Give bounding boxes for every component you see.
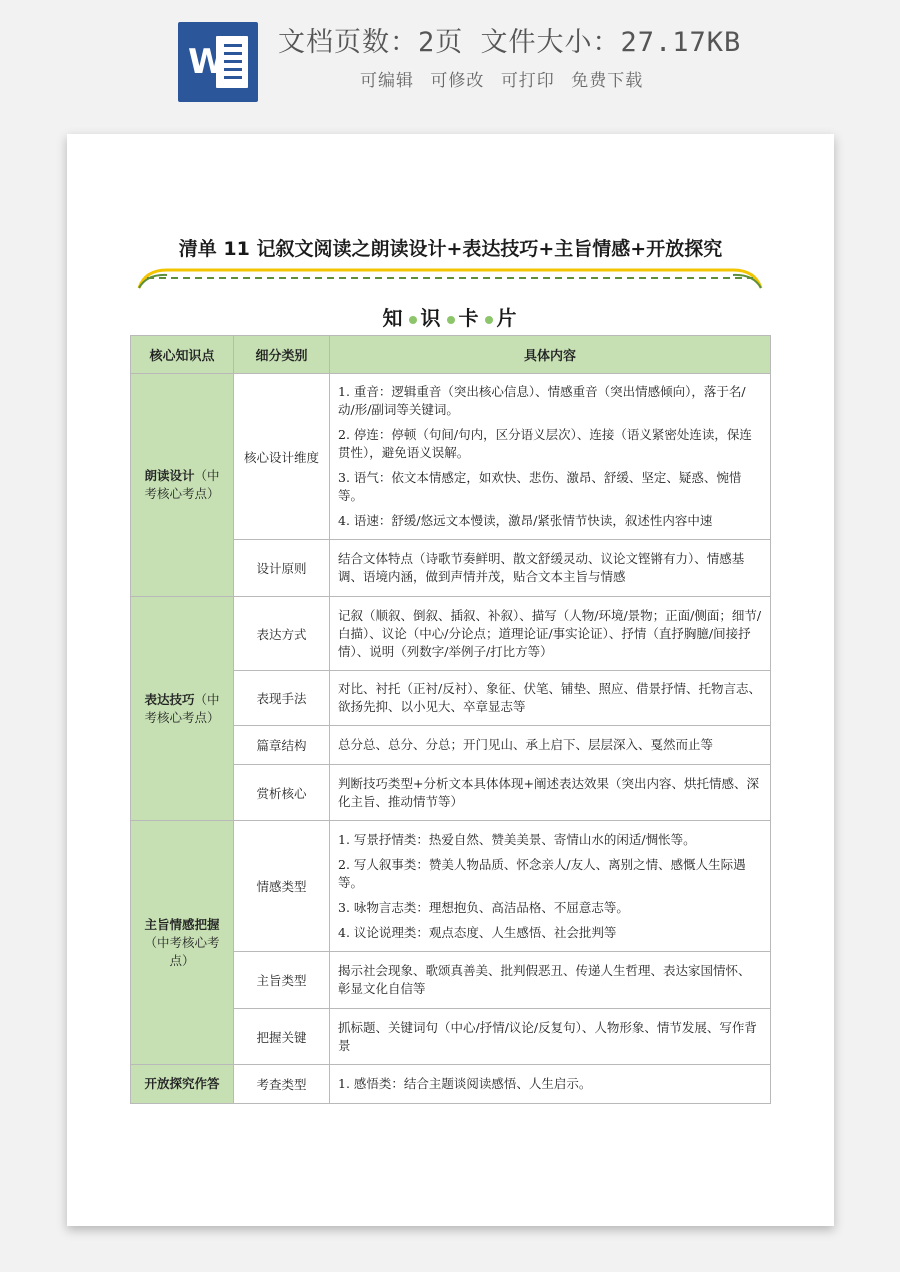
category-cell	[131, 374, 234, 597]
content-cell	[330, 597, 771, 671]
modifiable-label: 可修改	[430, 71, 485, 91]
content-cell	[330, 671, 771, 726]
subcategory-cell: 篇章结构	[234, 726, 330, 765]
content-cell	[330, 765, 771, 821]
category-cell	[131, 821, 234, 1065]
content-cell	[330, 821, 771, 952]
table-row	[131, 374, 771, 540]
content-item: 判断技巧类型+分析文本具体体现+阐述表达效果（突出内容、烘托情感、深化主旨、推动情节等）	[338, 775, 759, 809]
table-row	[131, 597, 771, 671]
content-item: 1. 写景抒情类：热爱自然、赞美美景、寄情山水的闲适/惆怅等。	[338, 831, 696, 847]
subcategory-cell: 赏析核心	[234, 765, 330, 821]
category-note: （中考核心考点）	[144, 468, 220, 501]
document-title: 清单 11 记叙文阅读之朗读设计+表达技巧+主旨情感+开放探究	[178, 238, 723, 260]
content-item: 3. 语气：依文本情感定，如欢快、悲伤、激昂、舒缓、坚定、疑惑、惋惜等。	[338, 470, 742, 503]
col-header-core: 核心知识点	[131, 336, 234, 374]
content-item: 2. 写人叙事类：赞美人物品质、怀念亲人/友人、离别之情、感慨人生际遇等。	[338, 856, 746, 890]
subcategory-cell: 考查类型	[234, 1065, 330, 1104]
content-cell	[330, 1065, 771, 1104]
title-dot	[409, 316, 417, 324]
file-info-title: 文档页数：2页 文件大小：27.17KB	[278, 27, 742, 58]
content-cell	[330, 952, 771, 1009]
content-item: 结合文体特点（诗歌节奏鲜明、散文舒缓灵动、议论文铿锵有力）、情感基调、语境内涵，做到声情并茂，贴合文本主旨与情感	[338, 551, 745, 584]
category-name: 表达技巧	[144, 691, 195, 707]
card-title-char: 识	[420, 306, 443, 330]
free-download-label[interactable]: 免费下载	[571, 71, 644, 91]
content-item: 4. 语速：舒缓/悠远文本慢读，激昂/紧张情节快读，叙述性内容中速	[338, 513, 713, 528]
content-item: 总分总、总分、分总；开门见山、承上启下、层层深入、戛然而止等	[338, 737, 714, 752]
table-row	[131, 821, 771, 952]
table-header-row	[131, 336, 771, 374]
content-item: 4. 议论说理类：观点态度、人生感悟、社会批判等	[338, 924, 617, 940]
subcategory-cell: 情感类型	[234, 821, 330, 952]
content-item: 抓标题、关键词句（中心/抒情/议论/反复句）、人物形象、情节发展、写作背景	[338, 1019, 757, 1053]
col-header-content: 具体内容	[330, 336, 771, 374]
content-item: 2. 停连：停顿（句间/句内，区分语义层次）、连接（语义紧密处连读，保连贯性），避免语义误解。	[338, 427, 752, 460]
download-header	[0, 0, 900, 120]
subcategory-cell: 表现手法	[234, 671, 330, 726]
content-item: 1. 重音：逻辑重音（突出核心信息）、情感重音（突出情感倾向），落于名/动/形/副词等关键词。	[338, 384, 746, 417]
editable-label: 可编辑	[360, 71, 414, 91]
content-cell	[330, 540, 771, 597]
title-dot	[447, 316, 455, 324]
title-underline-decoration	[137, 264, 763, 290]
category-note: （中考核心考点）	[144, 934, 220, 968]
file-actions	[360, 66, 653, 91]
content-item: 1. 感悟类：结合主题谈阅读感悟、人生启示。	[338, 1076, 592, 1091]
subcategory-cell: 核心设计维度	[234, 374, 330, 540]
category-name: 朗读设计	[144, 468, 195, 483]
card-title-char: 知	[382, 306, 405, 330]
printable-label: 可打印	[500, 71, 555, 91]
knowledge-table	[130, 335, 771, 1104]
category-cell	[131, 1065, 234, 1104]
subcategory-cell: 把握关键	[234, 1009, 330, 1065]
content-item: 记叙（顺叙、倒叙、插叙、补叙）、描写（人物/环境/景物；正面/侧面；细节/白描）、议论（中心/分论点；道理论证/事实论证）、抒情（直抒胸臆/间接抒情）、说明（列数字/举例子/打比方等）	[338, 607, 762, 659]
knowledge-card-title	[67, 302, 834, 331]
document-page	[67, 134, 834, 1226]
category-name: 开放探究作答	[144, 1076, 220, 1091]
card-title-char: 片	[496, 306, 519, 330]
content-item: 对比、衬托（正衬/反衬）、象征、伏笔、铺垫、照应、借景抒情、托物言志、欲扬先抑、以小见大、卒章显志等	[338, 681, 761, 714]
subcategory-cell: 表达方式	[234, 597, 330, 671]
content-cell	[330, 374, 771, 540]
content-cell	[330, 1009, 771, 1065]
category-cell	[131, 597, 234, 821]
content-cell	[330, 726, 771, 765]
title-dot	[485, 316, 493, 324]
category-name: 主旨情感把握	[144, 916, 220, 932]
subcategory-cell: 主旨类型	[234, 952, 330, 1009]
col-header-sub: 细分类别	[234, 336, 330, 374]
category-note: （中考核心考点）	[144, 691, 220, 725]
card-title-char: 卡	[458, 306, 481, 330]
word-doc-icon	[178, 22, 258, 102]
content-item: 3. 咏物言志类：理想抱负、高洁品格、不屈意志等。	[338, 899, 629, 915]
content-item: 揭示社会现象、歌颂真善美、批判假恶丑、传递人生哲理、表达家国情怀、彰显文化自信等	[338, 963, 751, 996]
table-row	[131, 1065, 771, 1104]
word-icon-letter: W	[188, 42, 226, 82]
subcategory-cell: 设计原则	[234, 540, 330, 597]
